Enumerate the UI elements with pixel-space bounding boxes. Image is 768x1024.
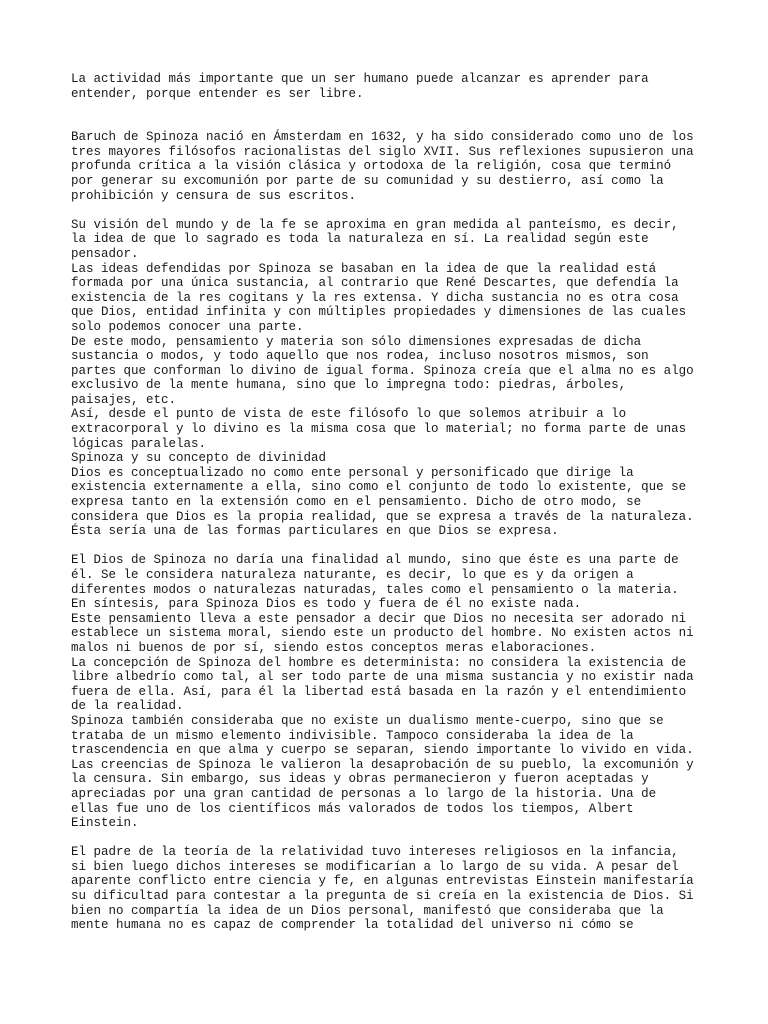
- paragraph-spacer: [71, 203, 701, 218]
- paragraph-intro-quote: La actividad más importante que un ser humano puede alcanzar es aprender para entender, porque entender es ser libre.: [71, 72, 649, 101]
- paragraph-spacer: [71, 101, 701, 130]
- paragraph-god-of-spinoza: El Dios de Spinoza no daría una finalidad al mundo, sino que éste es una parte de él. Se le considera naturaleza naturante, es decir, lo que es y da origen a diferentes modos o naturalezas naturadas, tales como el pensamiento o la materia. En síntesis, para Spinoza Dios es todo y fuera de él no existe nada. Este pensamiento lleva a este pensador a decir que Dios no necesita ser adorado ni establece un sistema moral, siendo este un producto del hombre. No existen actos ni malos ni buenos de por sí, siendo estos conceptos meras elaboraciones. La concepción de Spinoza del hombre es determinista: no considera la existencia de libre albedrío como tal, al ser todo parte de una misma sustancia y no existir nada fuera de ella. Así, para él la libertad está basada en la razón y el entendimiento de la realidad. Spinoza también consideraba que no existe un dualismo mente-cuerpo, sino que se trataba de un mismo elemento indivisible. Tampoco consideraba la idea de la trascendencia en que alma y cuerpo se separan, siendo importante lo vivido en vida. Las creencias de Spinoza le valieron la desaprobación de su pueblo, la excomunión y la censura. Sin embargo, sus ideas y obras permanecieron y fueron aceptadas y apreciadas por una gran cantidad de personas a lo largo de la historia. Una de ellas fue uno de los científicos más valorados de todos los tiempos, Albert Einstein.: [71, 553, 694, 831]
- paragraph-einstein: El padre de la teoría de la relatividad tuvo intereses religiosos en la infancia, si bien luego dichos intereses se modificarían a lo largo de su vida. A pesar del aparente conflicto entre ciencia y fe, en algunas entrevistas Einstein manifestaría su dificultad para contestar a la pregunta de si creía en la existencia de Dios. Si bien no compartía la idea de un Dios personal, manifestó que consideraba que la mente humana no es capaz de comprender la totalidad del universo ni cómo se: [71, 845, 694, 933]
- paragraph-spacer: [71, 831, 701, 846]
- document-page: [71, 72, 701, 933]
- paragraph-worldview: Su visión del mundo y de la fe se aproxima en gran medida al panteísmo, es decir, la idea de que lo sagrado es toda la naturaleza en sí. La realidad según este pensador. Las ideas defendidas por Spinoza se basaban en la idea de que la realidad está formada por una única sustancia, al contrario que René Descartes, que defendía la existencia de la res cogitans y la res extensa. Y dicha sustancia no es otra cosa que Dios, entidad infinita y con múltiples propiedades y dimensiones de las cuales solo podemos conocer una parte. De este modo, pensamiento y materia son sólo dimensiones expresadas de dicha sustancia o modos, y todo aquello que nos rodea, incluso nosotros mismos, son partes que conforman lo divino de igual forma. Spinoza creía que el alma no es algo exclusivo de la mente humana, sino que lo impregna todo: piedras, árboles, paisajes, etc. Así, desde el punto de vista de este filósofo lo que solemos atribuir a lo extracorporal y lo divino es la misma cosa que lo material; no forma parte de unas lógicas paralelas. Spinoza y su concepto de divinidad Dios es conceptualizado no como ente personal y personificado que dirige la existencia externamente a ella, sino como el conjunto de todo lo existente, que se expresa tanto en la extensión como en el pensamiento. Dicho de otro modo, se considera que Dios es la propia realidad, que se expresa a través de la naturaleza. Ésta sería una de las formas particulares en que Dios se expresa.: [71, 217, 694, 539]
- paragraph-spacer: [71, 539, 701, 554]
- paragraph-biography: Baruch de Spinoza nació en Ámsterdam en 1632, y ha sido considerado como uno de los tres mayores filósofos racionalistas del siglo XVII. Sus reflexiones supusieron una profunda crítica a la visión clásica y ortodoxa de la religión, cosa que terminó por generar su excomunión por parte de su comunidad y su destierro, así como la prohibición y censura de sus escritos.: [71, 130, 694, 203]
